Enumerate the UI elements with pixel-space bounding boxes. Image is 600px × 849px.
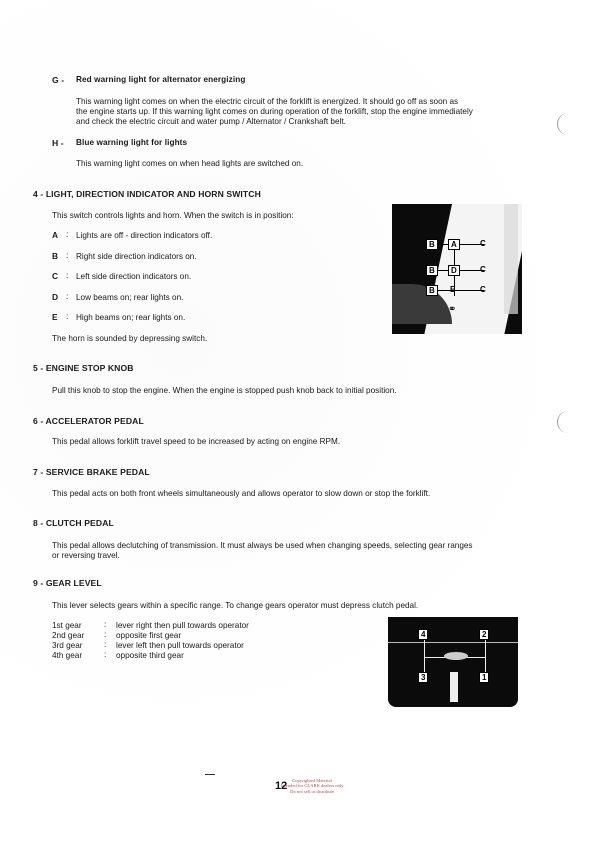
- item-h-title: Blue warning light for lights: [76, 138, 188, 147]
- footer-dash: [205, 774, 215, 775]
- colon: :: [66, 251, 69, 260]
- label-a: A: [448, 239, 460, 250]
- gear-2-desc: opposite first gear: [116, 631, 182, 640]
- gear-4-desc: opposite third gear: [116, 651, 184, 660]
- gear-lever-photo: [388, 617, 518, 707]
- page-number: 12: [275, 780, 288, 792]
- colon: :: [66, 292, 69, 301]
- position-d-key: D: [52, 292, 59, 302]
- light-switch-photo: [392, 204, 522, 334]
- section-5-heading: 5 - ENGINE STOP KNOB: [33, 363, 134, 373]
- section-9-intro: This lever selects gears within a specific range. To change gears operator must depress clutch pedal.: [52, 601, 419, 610]
- label-b-mid: B: [426, 265, 438, 276]
- line-a: [436, 244, 484, 245]
- gear-label-3: 3: [418, 672, 428, 683]
- label-b-top: B: [426, 239, 438, 250]
- gear-3-desc: lever left then pull towards operator: [116, 641, 244, 650]
- colon: :: [104, 640, 107, 649]
- position-b-text: Right side direction indicators on.: [76, 252, 197, 261]
- section-8-body-line-1: This pedal allows declutching of transmission. It must always be used when changing speeds, selecting gear ranges: [52, 541, 473, 550]
- colon: :: [66, 230, 69, 239]
- colon: :: [66, 312, 69, 321]
- section-8-body-line-2: or reversing travel.: [52, 551, 120, 560]
- section-6-heading: 6 - ACCELERATOR PEDAL: [33, 416, 144, 426]
- gate-line: [388, 642, 518, 643]
- section-7-body: This pedal acts on both front wheels simultaneously and allows operator to slow down or stop the forklift.: [52, 489, 431, 498]
- label-c-top: C: [480, 239, 486, 248]
- item-g-body-line-3: and check the electric circuit and water pump / Alternator / Crankshaft belt.: [76, 117, 346, 126]
- item-g-letter: G -: [52, 75, 65, 85]
- line-d: [436, 270, 484, 271]
- section-7-heading: 7 - SERVICE BRAKE PEDAL: [33, 467, 150, 477]
- gear-1-desc: lever right then pull towards operator: [116, 621, 249, 630]
- gear-3-label: 3rd gear: [52, 641, 83, 650]
- position-a-text: Lights are off - direction indicators off.: [76, 231, 213, 240]
- gear-1-label: 1st gear: [52, 621, 82, 630]
- position-e-key: E: [52, 312, 58, 322]
- item-g-body-line-2: the engine starts up. If this warning light comes on during operation of the forklift, stop the engine immediately: [76, 107, 473, 116]
- line-e: [436, 290, 484, 291]
- section-5-body: Pull this knob to stop the engine. When the engine is stopped push knob back to initial position.: [52, 386, 397, 395]
- colon: :: [104, 620, 107, 629]
- gear-2-label: 2nd gear: [52, 631, 85, 640]
- colon: :: [66, 271, 69, 280]
- section-4-intro: This switch controls lights and horn. When the switch is in position:: [52, 211, 294, 220]
- watermark-line-1: Copyrighted Material: [292, 778, 332, 783]
- position-c-text: Left side direction indicators on.: [76, 272, 192, 281]
- position-d-text: Low beams on; rear lights on.: [76, 293, 184, 302]
- label-d: D: [448, 265, 460, 276]
- item-g-title: Red warning light for alternator energizing: [76, 75, 246, 84]
- watermark-line-3: Do not sell or distribute: [290, 788, 334, 794]
- position-a-key: A: [52, 230, 59, 240]
- item-g-body-line-1: This warning light comes on when the electric circuit of the forklift is energized. It should go off as soon as: [76, 97, 459, 106]
- item-h-body: This warning light comes on when head lights are switched on.: [76, 159, 304, 168]
- lever-shaft: [450, 672, 458, 702]
- binding-mark-middle: [557, 411, 572, 433]
- gear-label-2: 2: [479, 629, 489, 640]
- label-b-bottom: B: [426, 285, 438, 296]
- horn-icon: ⚭: [448, 304, 457, 315]
- section-8-heading: 8 - CLUTCH PEDAL: [33, 518, 114, 528]
- section-4-footer: The horn is sounded by depressing switch.: [52, 334, 208, 343]
- section-4-heading: 4 - LIGHT, DIRECTION INDICATOR AND HORN SWITCH: [33, 189, 261, 199]
- gear-label-1: 1: [479, 672, 489, 683]
- colon: :: [104, 650, 107, 659]
- binding-mark-top: [557, 113, 572, 135]
- section-9-heading: 9 - GEAR LEVEL: [33, 578, 102, 588]
- colon: :: [104, 630, 107, 639]
- label-c-bottom: C: [480, 285, 486, 294]
- lever-knob: [444, 652, 468, 660]
- position-e-text: High beams on; rear lights on.: [76, 313, 186, 322]
- watermark-line-2: Intended for CLARK dealers only: [280, 783, 344, 789]
- gear-4-label: 4th gear: [52, 651, 83, 660]
- position-c-key: C: [52, 271, 59, 281]
- label-c-mid: C: [480, 265, 486, 274]
- section-6-body: This pedal allows forklift travel speed to be increased by acting on engine RPM.: [52, 437, 341, 446]
- label-e: E: [450, 285, 456, 294]
- column-edge: [504, 204, 518, 314]
- position-b-key: B: [52, 251, 59, 261]
- item-h-letter: H -: [52, 138, 64, 148]
- gear-label-4: 4: [418, 629, 428, 640]
